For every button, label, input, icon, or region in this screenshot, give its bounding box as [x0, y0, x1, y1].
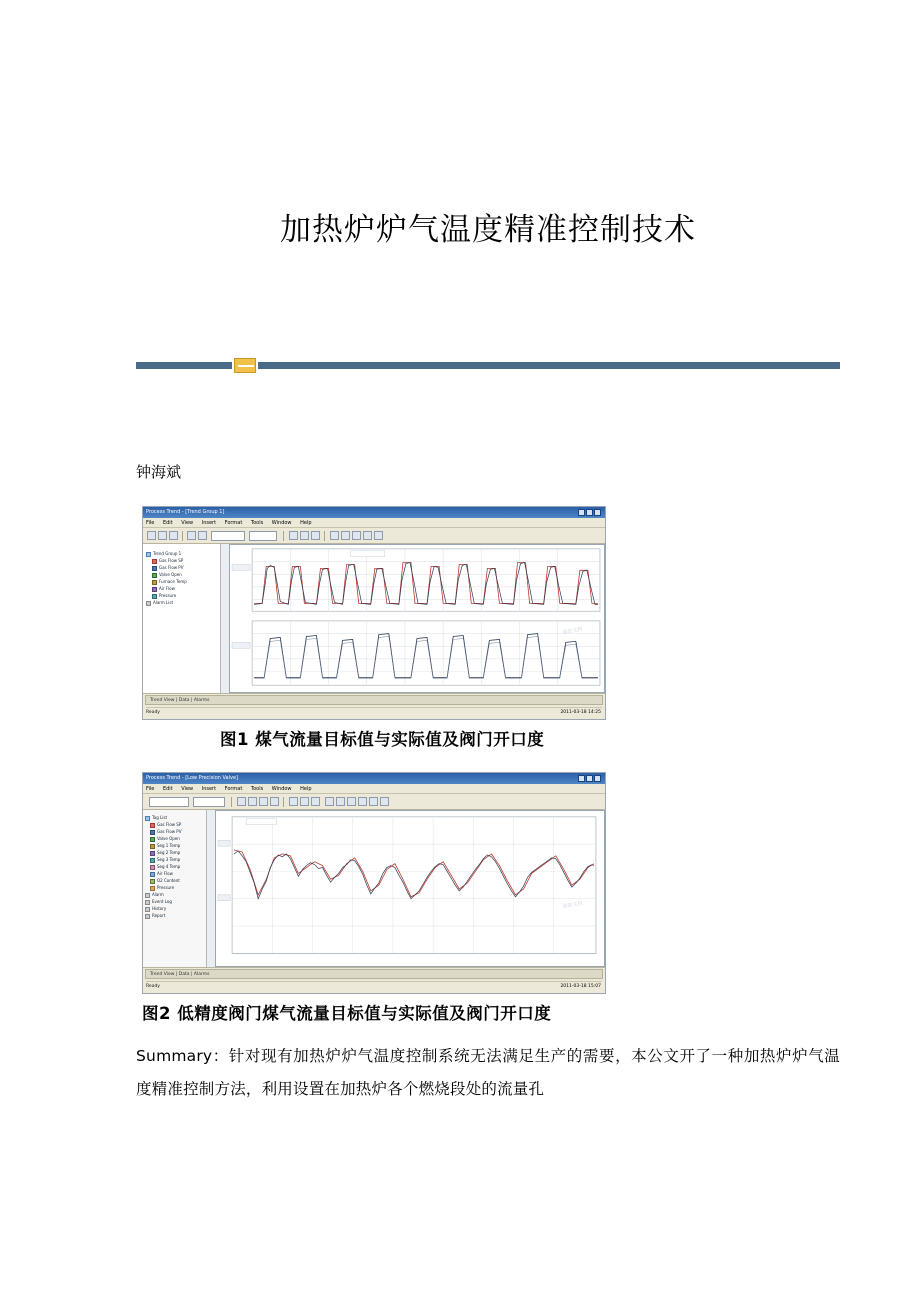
tree-swatch-icon [150, 851, 155, 856]
window-menubar[interactable] [143, 518, 605, 528]
toolbar-separator [231, 797, 232, 807]
tree-item: Gas Flow PV [143, 828, 206, 835]
range-field[interactable] [211, 531, 245, 541]
tree-item: Report [143, 912, 206, 919]
tree-item: Event Log [143, 898, 206, 905]
zoom-in-icon[interactable] [325, 797, 334, 806]
tree-swatch-icon [145, 900, 150, 905]
menu-item-file[interactable]: File [146, 520, 155, 527]
tree-item: Alarm List [143, 599, 220, 606]
tree-swatch-icon [150, 830, 155, 835]
window-title: Process Trend - [Low Precision Valve] [146, 775, 238, 782]
cursor-icon[interactable] [341, 531, 350, 540]
tree-item: Pressure [143, 592, 220, 599]
export-icon[interactable] [363, 531, 372, 540]
window-controls[interactable] [577, 775, 603, 782]
tree-swatch-icon [152, 573, 157, 578]
trend-chart-1[interactable] [229, 544, 605, 693]
grid-icon[interactable] [330, 531, 339, 540]
minimize-icon [578, 509, 585, 516]
window-titlebar [143, 507, 605, 518]
tree-swatch-icon [150, 823, 155, 828]
tree-swatch-icon [146, 601, 151, 606]
cursor-icon[interactable] [358, 797, 367, 806]
window-toolbar[interactable] [143, 794, 605, 810]
tree-item: History [143, 905, 206, 912]
menu-item-format[interactable]: Format [224, 786, 243, 793]
save-icon[interactable] [259, 797, 268, 806]
menu-item-tools[interactable]: Tools [250, 520, 264, 527]
tree-swatch-icon [150, 837, 155, 842]
statusbar-text: Ready [146, 707, 602, 718]
menu-item-format[interactable]: Format [224, 520, 243, 527]
tree-item: Seg 1 Temp [143, 842, 206, 849]
menu-item-edit[interactable]: Edit [162, 786, 173, 793]
author-name: 钟海斌 [136, 463, 182, 482]
statusbar-tabs[interactable]: Trend View | Data | Alarms [145, 969, 603, 979]
print-icon[interactable] [187, 531, 196, 540]
tree-item: Air Flow [143, 585, 220, 592]
zoom-in-icon[interactable] [198, 531, 207, 540]
tree-item: Valve Open [143, 835, 206, 842]
divider-bar-left [136, 362, 232, 369]
menu-item-tools[interactable]: Tools [250, 786, 264, 793]
maximize-icon [586, 509, 593, 516]
watermark: 原创文档 [562, 626, 583, 637]
page-content [136, 0, 840, 1105]
stop-icon[interactable] [311, 531, 320, 540]
menu-item-window[interactable]: Window [271, 520, 292, 527]
tree-swatch-icon [145, 914, 150, 919]
close-icon [594, 509, 601, 516]
window-menubar[interactable] [143, 784, 605, 794]
open-icon[interactable] [248, 797, 257, 806]
menu-item-view[interactable]: View [181, 786, 194, 793]
menu-item-window[interactable]: Window [271, 786, 292, 793]
menu-item-file[interactable]: File [146, 786, 155, 793]
figure-1 [136, 506, 840, 750]
save-icon[interactable] [169, 531, 178, 540]
figure-1-caption: 图1 煤气流量目标值与实际值及阀门开口度 [220, 730, 545, 750]
menu-item-insert[interactable]: Insert [201, 786, 217, 793]
window-toolbar[interactable] [143, 528, 605, 544]
statusbar-tabs[interactable]: Trend View | Data | Alarms [145, 695, 603, 705]
export-icon[interactable] [369, 797, 378, 806]
summary-paragraph: Summary：针对现有加热炉炉气温度控制系统无法满足生产的需要，本公文开了一种加热炉炉气温度精准控制方法，利用设置在加热炉各个燃烧段处的流量孔 [136, 1047, 840, 1098]
pause-icon[interactable] [300, 531, 309, 540]
tag-field[interactable] [149, 797, 189, 807]
tree-swatch-icon [152, 566, 157, 571]
play-icon[interactable] [289, 797, 298, 806]
tree-item: Tag List [143, 814, 206, 821]
figure-2 [136, 772, 840, 1024]
grid-icon[interactable] [347, 797, 356, 806]
figure-2-caption: 图2 低精度阀门煤气流量目标值与实际值及阀门开口度 [142, 1004, 552, 1024]
statusbar-text: Ready [146, 981, 602, 992]
new-icon[interactable] [147, 531, 156, 540]
minimize-icon [578, 775, 585, 782]
tree-swatch-icon [152, 594, 157, 599]
divider-diamond-icon [234, 358, 256, 373]
window-statusbar [143, 967, 605, 993]
tree-item: Seg 4 Temp [143, 863, 206, 870]
divider-bar-right [258, 362, 840, 369]
menu-item-help[interactable]: Help [300, 786, 312, 793]
close-icon [594, 775, 601, 782]
interval-field[interactable] [249, 531, 277, 541]
tree-sidebar[interactable] [143, 810, 207, 967]
menu-item-view[interactable]: View [181, 520, 194, 527]
tree-swatch-icon [145, 907, 150, 912]
figure-1-screenshot [142, 506, 606, 720]
tree-swatch-icon [150, 879, 155, 884]
tree-item: Gas Flow SP [143, 821, 206, 828]
page-title: 加热炉炉气温度精准控制技术 [280, 212, 696, 248]
tree-item: Valve Open [143, 571, 220, 578]
tree-swatch-icon [150, 858, 155, 863]
toolbar-separator-3 [324, 531, 325, 541]
tree-swatch-icon [152, 587, 157, 592]
maximize-icon [586, 775, 593, 782]
range-field[interactable] [193, 797, 225, 807]
trend-chart-1-svg [230, 545, 604, 692]
tree-swatch-icon [145, 816, 150, 821]
legend-icon[interactable] [352, 531, 361, 540]
toolbar-separator-2 [283, 797, 284, 807]
statusbar-timestamp: 2011-03-18 15:07 [560, 984, 601, 990]
tree-sidebar[interactable] [143, 544, 221, 693]
stop-icon[interactable] [311, 797, 320, 806]
tree-swatch-icon [150, 886, 155, 891]
statusbar-timestamp: 2011-03-18 14:25 [560, 710, 601, 716]
tree-swatch-icon [150, 865, 155, 870]
tree-swatch-icon [146, 552, 151, 557]
watermark: 原创文档 [562, 900, 583, 911]
tree-item: Trend Group 1 [143, 550, 220, 557]
open-icon[interactable] [158, 531, 167, 540]
title-divider [136, 358, 840, 372]
tree-swatch-icon [150, 872, 155, 877]
tree-swatch-icon [152, 580, 157, 585]
window-title: Process Trend - [Trend Group 1] [146, 509, 225, 516]
print-icon[interactable] [270, 797, 279, 806]
trend-chart-2[interactable] [215, 810, 605, 967]
tree-swatch-icon [152, 559, 157, 564]
settings-icon[interactable] [374, 531, 383, 540]
window-statusbar [143, 693, 605, 719]
toolbar-separator [182, 531, 183, 541]
tree-item: Air Flow [143, 870, 206, 877]
tree-item: Seg 2 Temp [143, 849, 206, 856]
tree-swatch-icon [150, 844, 155, 849]
new-icon[interactable] [237, 797, 246, 806]
window-controls[interactable] [577, 509, 603, 516]
menu-item-edit[interactable]: Edit [162, 520, 173, 527]
tree-swatch-icon [145, 893, 150, 898]
tree-item: Gas Flow SP [143, 557, 220, 564]
figure-2-screenshot [142, 772, 606, 994]
tree-item: O2 Content [143, 877, 206, 884]
zoom-out-icon[interactable] [336, 797, 345, 806]
tree-item: Pressure [143, 884, 206, 891]
toolbar-separator-2 [283, 531, 284, 541]
tree-item: Furnace Temp [143, 578, 220, 585]
tree-item: Gas Flow PV [143, 564, 220, 571]
tree-item: Alarm [143, 891, 206, 898]
settings-icon[interactable] [380, 797, 389, 806]
menu-item-help[interactable]: Help [300, 520, 312, 527]
pause-icon[interactable] [300, 797, 309, 806]
menu-item-insert[interactable]: Insert [201, 520, 217, 527]
window-titlebar [143, 773, 605, 784]
play-icon[interactable] [289, 531, 298, 540]
tree-item: Seg 3 Temp [143, 856, 206, 863]
trend-chart-2-svg [216, 811, 604, 966]
